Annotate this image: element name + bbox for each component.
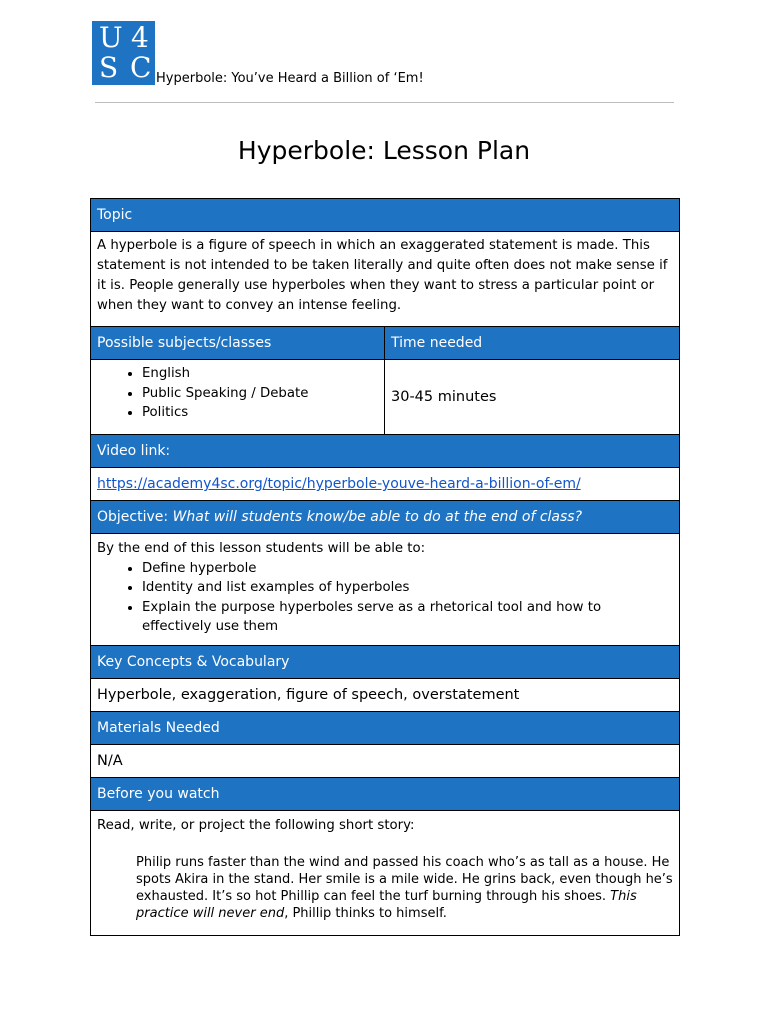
story-italic: This practice will never end [136, 889, 637, 921]
logo-letter-c: C [130, 51, 152, 84]
list-item: • Identity and list examples of hyperboles [142, 578, 673, 598]
list-item: • Politics [142, 403, 378, 423]
topic-heading: Topic [91, 199, 680, 232]
short-story [136, 854, 673, 922]
time-value: 30-45 minutes [385, 360, 680, 435]
logo-letter-u: U [99, 21, 123, 54]
video-heading: Video link: [91, 435, 680, 468]
objective-label: Objective: [97, 509, 173, 525]
objective-question: What will students know/be able to do at the end of class? [172, 509, 583, 525]
time-heading: Time needed [385, 327, 680, 360]
vocab-text: Hyperbole, exaggeration, figure of speech, overstatement [91, 679, 680, 712]
vocab-heading: Key Concepts & Vocabulary [91, 646, 680, 679]
list-item: • English [142, 364, 378, 384]
video-link[interactable]: https://academy4sc.org/topic/hyperbole-youve-heard-a-billion-of-em/ [97, 476, 581, 492]
subjects-list [97, 364, 378, 423]
logo-letter-s: S [99, 51, 119, 84]
story-text: Philip runs faster than the wind and passed his coach who’s as tall as a house. He spots Akira in the stand. Her smile is a mile wide. He grins back, even though he’s exhausted. It’s so hot Phillip can feel the turf burning through his shoes. [136, 855, 673, 904]
header-title: Hyperbole: You’ve Heard a Billion of ‘Em! [156, 71, 424, 86]
u4sc-logo [92, 21, 155, 85]
header-divider [95, 102, 674, 103]
video-link-cell [91, 468, 680, 501]
objective-heading [91, 501, 680, 534]
list-item: • Explain the purpose hyperboles serve as a rhetorical tool and how to effectively use them [142, 598, 673, 637]
subjects-heading: Possible subjects/classes [91, 327, 385, 360]
list-item: • Public Speaking / Debate [142, 384, 378, 404]
before-cell [91, 811, 680, 936]
materials-heading: Materials Needed [91, 712, 680, 745]
topic-text: A hyperbole is a figure of speech in which an exaggerated statement is made. This statement is not intended to be taken literally and quite often does not make sense if it is. People generally use hyperboles when they want to stress a particular point or when they want to convey an intense feeling. [91, 232, 680, 327]
subjects-cell [91, 360, 385, 435]
page-title: Hyperbole: Lesson Plan [237, 136, 531, 165]
list-item: • Define hyperbole [142, 559, 673, 579]
lesson-plan-table [90, 198, 680, 936]
before-heading: Before you watch [91, 778, 680, 811]
story-text-end: , Phillip thinks to himself. [284, 906, 447, 921]
logo-digit-4: 4 [131, 21, 149, 54]
objective-list [97, 559, 673, 637]
objective-intro: By the end of this lesson students will be able to: [97, 541, 426, 556]
before-instruction: Read, write, or project the following short story: [97, 818, 415, 833]
objective-cell [91, 534, 680, 646]
materials-text: N/A [91, 745, 680, 778]
